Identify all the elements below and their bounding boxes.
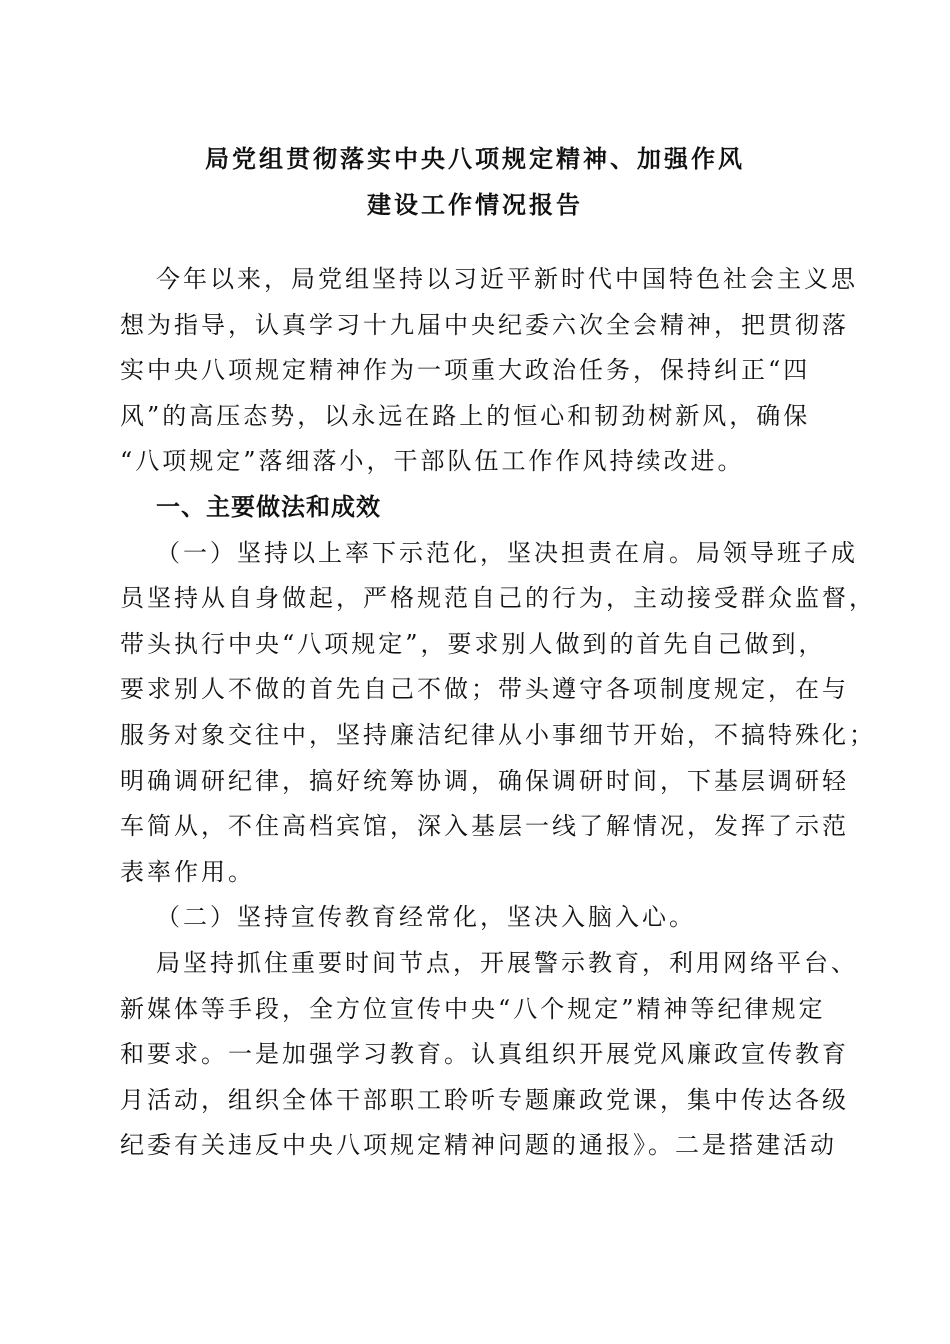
body-line: 车简从，不住高档宾馆，深入基层一线了解情况，发挥了示范 <box>120 812 849 841</box>
title-line-2: 建设工作情况报告 <box>367 189 583 219</box>
body-line: 想为指导，认真学习十九届中央纪委六次全会精神，把贯彻落 <box>120 310 849 339</box>
document-title <box>100 136 850 227</box>
document-body <box>120 257 876 1169</box>
body-line: 纪委有关违反中央八项规定精神问题的通报》。二是搭建活动 <box>120 1131 837 1160</box>
title-line-1: 局党组贯彻落实中央八项规定精神、加强作风 <box>205 144 745 173</box>
body-line: 局坚持抓住重要时间节点，开展警示教育，利用网络平台、 <box>156 948 858 977</box>
body-line: （一）坚持以上率下示范化，坚决担责在肩。局领导班子成 <box>156 538 858 567</box>
body-line: 表率作用。 <box>120 857 255 886</box>
body-line: 风”的高压态势，以永远在路上的恒心和韧劲树新风，确保 <box>120 401 811 430</box>
body-line: 员坚持从自身做起，严格规范自己的行为，主动接受群众监督， <box>120 584 876 613</box>
body-line: 明确调研纪律，搞好统筹协调，确保调研时间，下基层调研轻 <box>120 766 849 795</box>
body-line: 月活动，组织全体干部职工聆听专题廉政党课，集中传达各级 <box>120 1085 849 1114</box>
body-line: 带头执行中央“八项规定”，要求别人做到的首先自己做到， <box>120 629 826 658</box>
body-line: “八项规定”落细落小，干部队伍工作作风持续改进。 <box>120 447 745 476</box>
body-line: 服务对象交往中，坚持廉洁纪律从小事细节开始，不搞特殊化； <box>120 720 876 749</box>
body-line: 和要求。一是加强学习教育。认真组织开展党风廉政宣传教育 <box>120 1040 849 1069</box>
body-line: 今年以来，局党组坚持以习近平新时代中国特色社会主义思 <box>156 265 858 293</box>
subsection-heading: （二）坚持宣传教育经常化，坚决入脑入心。 <box>156 903 696 932</box>
section-heading: 一、主要做法和成效 <box>156 492 381 521</box>
body-line: 要求别人不做的首先自己不做；带头遵守各项制度规定，在与 <box>120 675 849 704</box>
body-line: 新媒体等手段，全方位宣传中央“八个规定”精神等纪律规定 <box>120 994 826 1023</box>
body-line: 实中央八项规定精神作为一项重大政治任务，保持纠正“四 <box>120 356 811 385</box>
